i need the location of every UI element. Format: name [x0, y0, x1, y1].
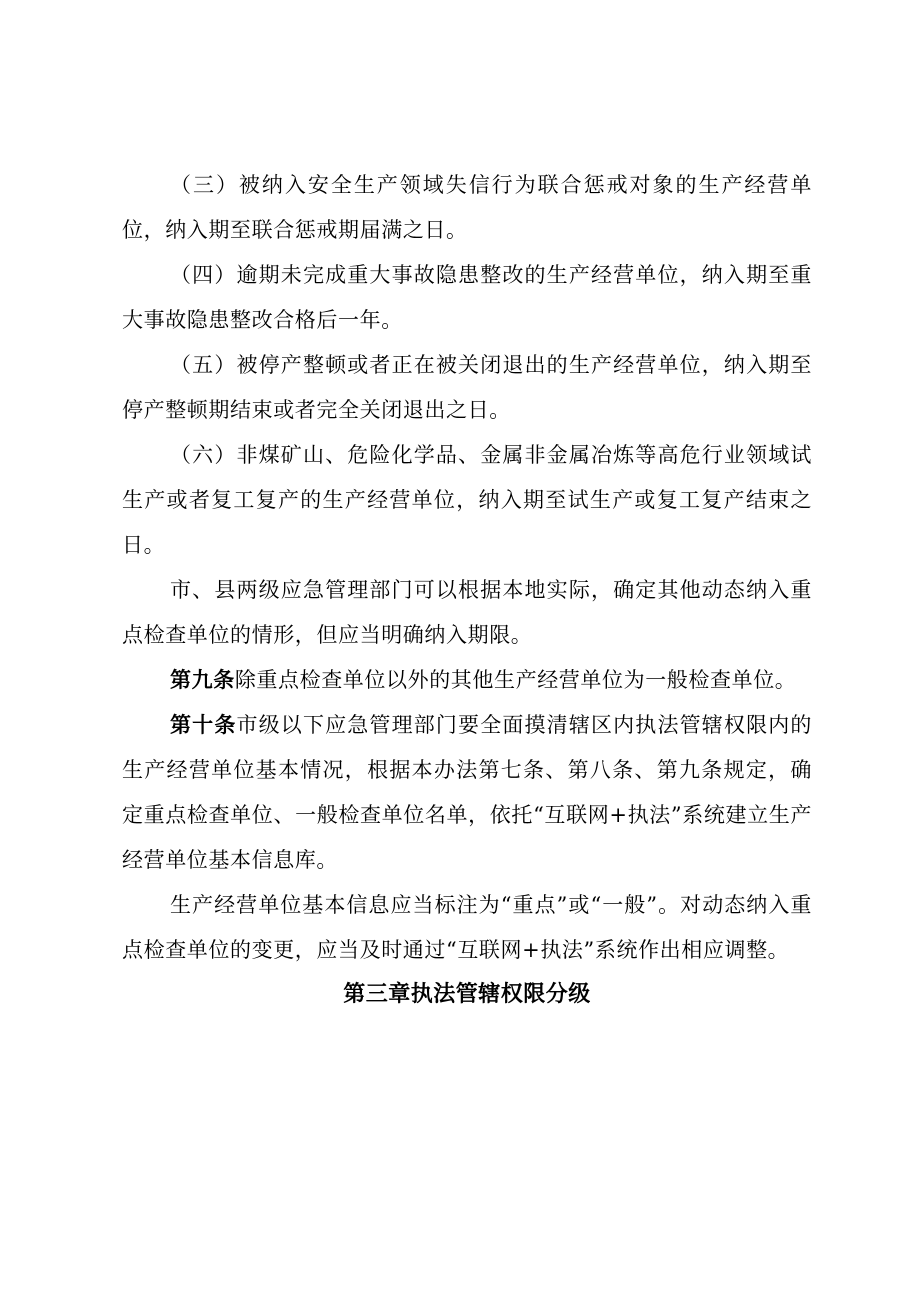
- paragraph-text: 生产经营单位基本信息应当标注为“重点”或“一般”。对动态纳入重点检查单位的变更，应当及时通过“互联网+执法”系统作出相应调整。: [122, 893, 812, 962]
- paragraph-item-6: [122, 433, 812, 568]
- paragraph-text: （三）被纳入安全生产领域失信行为联合惩戒对象的生产经营单位，纳入期至联合惩戒期届满之日。: [122, 173, 812, 242]
- paragraph-text: 市、县两级应急管理部门可以根据本地实际，确定其他动态纳入重点检查单位的情形，但应当明确纳入期限。: [122, 578, 812, 647]
- article-9: [122, 658, 812, 703]
- paragraph-item-4: [122, 253, 812, 343]
- paragraph-text: （四）逾期未完成重大事故隐患整改的生产经营单位，纳入期至重大事故隐患整改合格后一年。: [122, 263, 812, 332]
- article-10-text: 市级以下应急管理部门要全面摸清辖区内执法管辖权限内的生产经营单位基本情况，根据本办法第七条、第八条、第九条规定，确定重点检查单位、一般检查单位名单，依托“互联网+执法”系统建立生产经营单位基本信息库。: [122, 713, 812, 872]
- paragraph-item-5: [122, 343, 812, 433]
- article-10: [122, 703, 812, 883]
- paragraph-item-3: [122, 163, 812, 253]
- paragraph-local-rule: [122, 568, 812, 658]
- article-9-heading: 第九条: [170, 668, 235, 692]
- paragraph-text: （六）非煤矿山、危险化学品、金属非金属冶炼等高危行业领域试生产或者复工复产的生产经营单位，纳入期至试生产或复工复产结束之日。: [122, 443, 812, 557]
- article-10-heading: 第十条: [170, 713, 237, 737]
- paragraph-text: （五）被停产整顿或者正在被关闭退出的生产经营单位，纳入期至停产整顿期结束或者完全关闭退出之日。: [122, 353, 812, 422]
- document-page: [122, 163, 812, 1015]
- paragraph-info-label: [122, 883, 812, 973]
- article-9-text: 除重点检查单位以外的其他生产经营单位为一般检查单位。: [234, 668, 797, 692]
- chapter-title: 第三章执法管辖权限分级: [343, 982, 591, 1007]
